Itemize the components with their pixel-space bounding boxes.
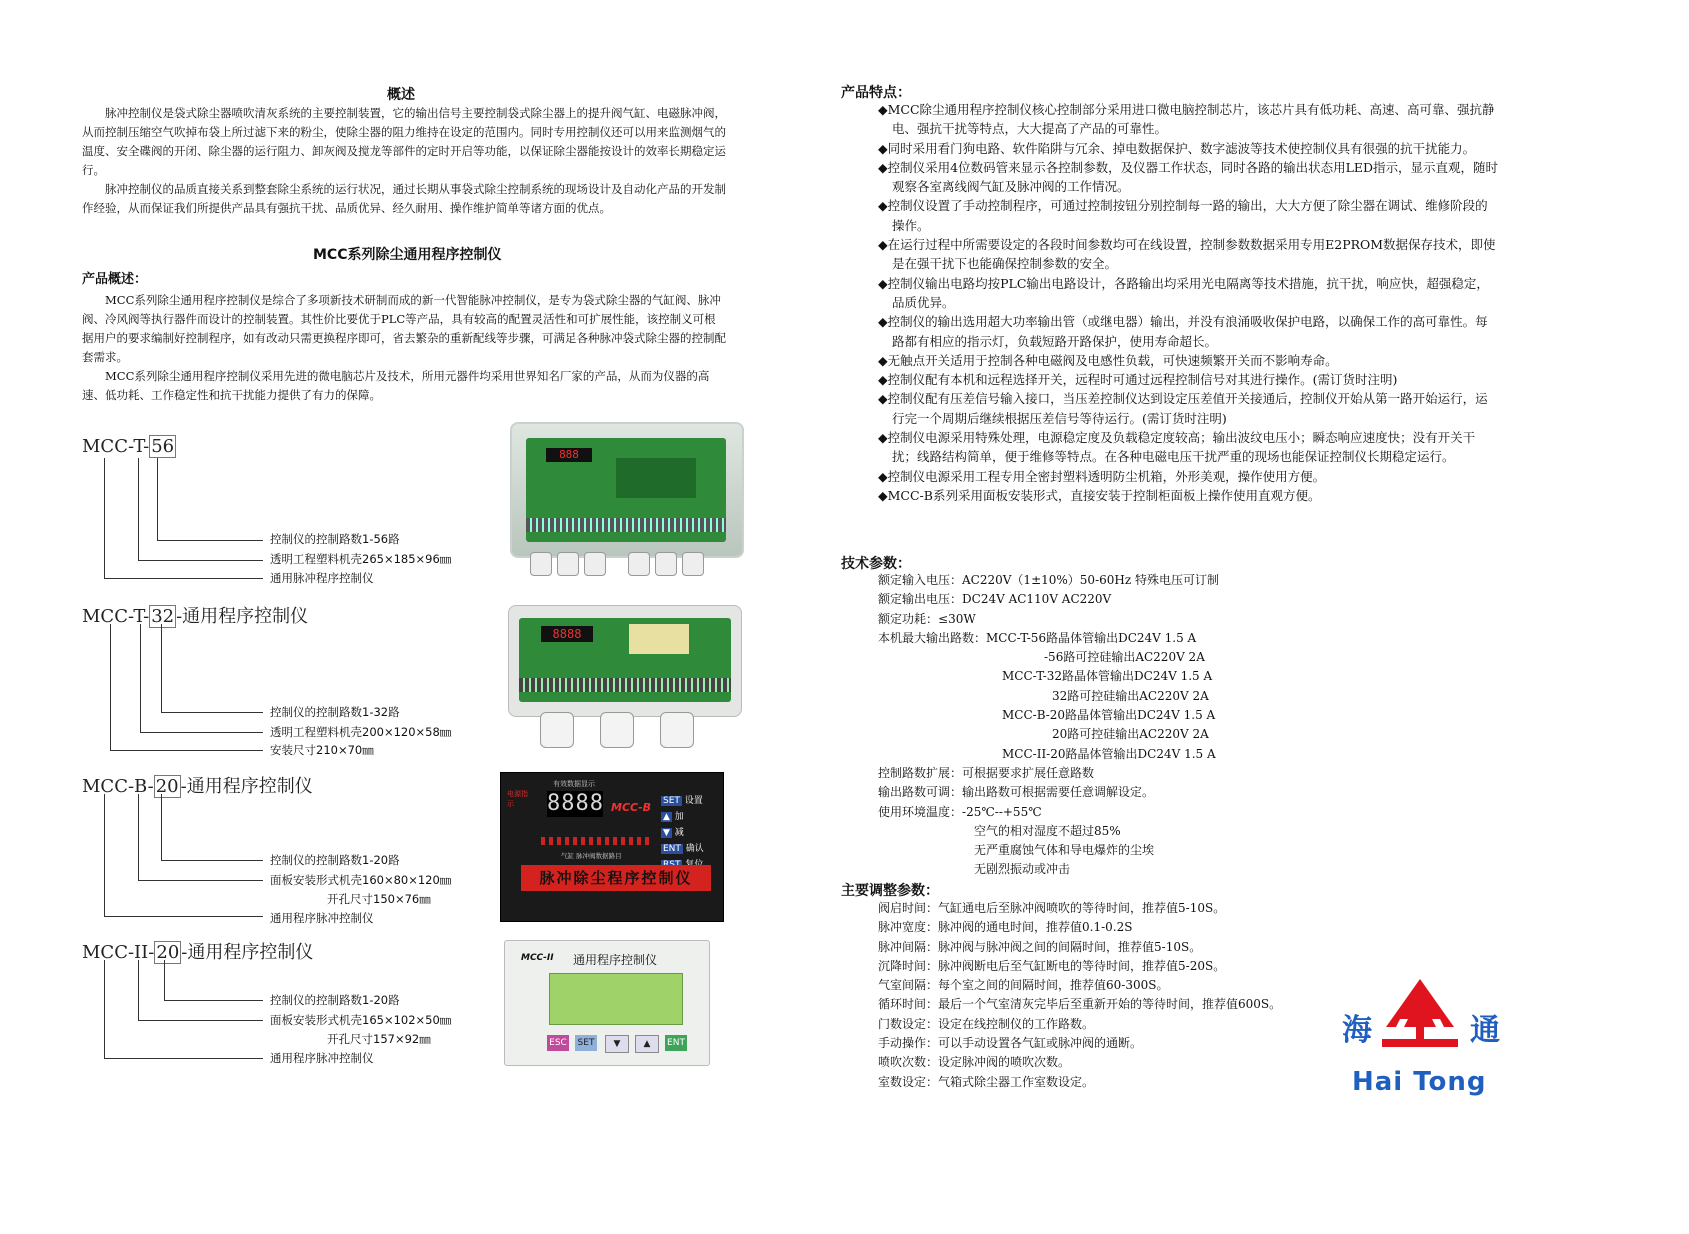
feature-item: ◆同时采用看门狗电路、软件陷阱与冗余、掉电数据保护、数字滤波等技术使控制仪具有很强的抗干扰能力。: [878, 140, 1476, 156]
param-row: 喷吹次数：设定脉冲阀的喷吹次数。: [878, 1055, 1071, 1070]
model-b20-label-2: 面板安装形式机壳160×80×120㎜: [270, 873, 452, 887]
mcc-p2: MCC系列除尘通用程序控制仪采用先进的微电脑芯片及技术，所用元器件均采用世界知名厂家的产品，从而为仪器的高速、低功耗、工作稳定性和抗干扰能力提供了有力的保障。: [82, 369, 710, 402]
spec-env-line: 无严重腐蚀气体和导电爆炸的尘埃: [974, 843, 1155, 858]
spec-output-line: MCC-B-20路晶体管输出DC24V 1.5 A: [1002, 708, 1216, 723]
mcc-subtitle: 产品概述：: [82, 272, 148, 287]
spec-output-line: MCC-II-20路晶体管输出DC24V 1.5 A: [1002, 746, 1216, 761]
feature-item: ◆MCC除尘通用程序控制仪核心控制部分采用进口微电脑控制芯片，该芯片具有低功耗、高速、高可靠、强抗静电、强抗干扰等特点，大大提高了产品的可靠性。: [878, 102, 1495, 137]
device-b-key-set: SET: [663, 796, 680, 806]
overview-p2: 脉冲控制仪的品质直接关系到整套除尘系统的运行状况，通过长期从事袋式除尘控制系统的现场设计及自动化产品的开发制作经验，从而保证我们所提供产品具有强抗干扰、品质优异、经久耐用、操作维护简单等诸方面的优点。: [82, 182, 726, 215]
model-ii20-label-4: 通用程序脉冲控制仪: [270, 1051, 374, 1065]
device-ii-lcd: [549, 973, 683, 1025]
spec-output-line: -56路可控硅输出AC220V 2A: [1044, 650, 1205, 665]
model-t56-label-3: 通用脉冲程序控制仪: [270, 571, 374, 585]
device-t32-image: 8888: [508, 605, 742, 717]
feature-item: ◆控制仪配有压差信号输入接口，当压差控制仪达到设定压差值开关接通后，控制仪开始从第一路开始运行，运行完一个周期后继续根据压差信号等待运行。(需订货时注明): [878, 391, 1488, 426]
feature-item: ◆控制仪配有本机和远程选择开关，远程时可通过远程控制信号对其进行操作。(需订货时注明): [878, 372, 1398, 388]
params-block: [878, 899, 1358, 1092]
device-ii-button-down: ▼: [605, 1035, 629, 1053]
spec-output-line: MCC-T-32路晶体管输出DC24V 1.5 A: [1002, 669, 1213, 684]
logo-english: Hai Tong: [1352, 1067, 1487, 1097]
model-t32-label-2: 透明工程塑料机壳200×120×58㎜: [270, 725, 452, 739]
features-title: 产品特点：: [841, 85, 911, 101]
spec-output-line: 32路可控硅输出AC220V 2A: [1052, 688, 1209, 703]
feature-item: ◆控制仪设置了手动控制程序，可通过控制按钮分别控制每一路的输出，大大方便了除尘器在调试、维修阶段的操作。: [878, 198, 1488, 233]
spec-output-line: 20路可控硅输出AC220V 2A: [1052, 727, 1209, 742]
device-b-brand: MCC-B: [611, 801, 652, 814]
spec-row: 额定功耗：≤30W: [878, 611, 976, 626]
device-b-key-ent: ENT: [663, 844, 681, 854]
overview-text: [82, 104, 727, 218]
device-b-banner: 脉冲除尘程序控制仪: [521, 865, 711, 891]
specs-block: [878, 571, 1358, 880]
mcc-text: [82, 291, 727, 405]
device-ii-title: 通用程序控制仪: [573, 953, 658, 967]
param-row: 脉冲宽度：脉冲阀的通电时间，推荐值0.1-0.2S: [878, 920, 1133, 935]
device-b-key-down: ▼: [663, 828, 670, 838]
spec-row: 额定输入电压：AC220V（1±10%）50-60Hz 特殊电压可订制: [878, 573, 1219, 587]
feature-item: ◆MCC-B系列采用面板安装形式，直接安装于控制柜面板上操作使用直观方便。: [878, 487, 1321, 503]
spec-row: 本机最大输出路数：MCC-T-56路晶体管输出DC24V 1.5 A: [878, 630, 1197, 645]
param-row: 脉冲间隔：脉冲阀与脉冲阀之间的间隔时间，推荐值5-10S。: [878, 939, 1202, 954]
device-ii-button-set: SET: [575, 1035, 597, 1051]
model-ii20-label-3: 开孔尺寸157×92㎜: [327, 1032, 431, 1046]
model-ii20-label-2: 面板安装形式机壳165×102×50㎜: [270, 1013, 452, 1027]
spec-row: 输出路数可调：输出路数可根据需要任意调解设定。: [878, 785, 1155, 800]
device-b-caption: 气缸 脉冲阀数据路目: [561, 852, 622, 860]
model-t32-label-1: 控制仪的控制路数1-32路: [270, 705, 400, 719]
device-ii-image: [504, 940, 710, 1066]
spec-env-line: 空气的相对湿度不超过85%: [974, 823, 1121, 838]
logo-left-char: 海: [1342, 1013, 1372, 1048]
feature-item: ◆控制仪电源采用特殊处理，电源稳定度及负载稳定度较高；输出波纹电压小；瞬态响应速度快；没有开关干扰；线路结构简单，便于维修等特点。在各种电磁电压干扰严重的现场也能保证控制仪长期稳定运行。: [878, 430, 1476, 465]
param-row: 门数设定：设定在线控制仪的工作路数。: [878, 1016, 1095, 1031]
feature-item: ◆控制仪的输出选用超大功率输出管（或继电器）输出，并没有浪涌吸收保护电路，以确保工作的高可靠性。每路都有相应的指示灯，负载短路开路保护，使用寿命超长。: [878, 314, 1488, 349]
params-title: 主要调整参数：: [841, 883, 939, 899]
model-t56-label-1: 控制仪的控制路数1-56路: [270, 532, 400, 546]
param-row: 阀启时间：气缸通电后至脉冲阀喷吹的等待时间，推荐值5-10S。: [878, 901, 1226, 915]
model-ii20-label-1: 控制仪的控制路数1-20路: [270, 993, 400, 1007]
overview-title: 概述: [387, 87, 415, 103]
features-list: [878, 100, 1500, 505]
logo-right-char: 通: [1470, 1013, 1500, 1048]
device-ii-button-ent: ENT: [665, 1035, 687, 1051]
device-ii-tag: MCC-II: [521, 953, 554, 963]
feature-item: ◆控制仪采用4位数码管来显示各控制参数，及仪器工作状态，同时各路的输出状态用LED指示，显示直观，随时观察各室离线阀气缸及脉冲阀的工作情况。: [878, 159, 1499, 195]
device-b-power-label: 电源指示: [507, 790, 528, 808]
model-t32: MCC-T- 32 -通用程序控制仪: [82, 606, 309, 627]
param-row: 沉降时间：脉冲阀断电后至气缸断电的等待时间，推荐值5-20S。: [878, 958, 1226, 973]
model-t56-label-2: 透明工程塑料机壳265×185×96㎜: [270, 552, 452, 566]
model-ii20: MCC-II- 20 -通用程序控制仪: [82, 942, 314, 963]
device-t56-image: 888: [510, 422, 744, 558]
feature-item: ◆控制仪输出电路均按PLC输出电路设计，各路输出均采用光电隔离等技术措施，抗干扰，响应快，超强稳定，品质优异。: [878, 275, 1489, 310]
device-ii-button-esc: ESC: [547, 1035, 569, 1051]
device-b-led-row: [541, 837, 651, 845]
specs-title: 技术参数：: [841, 556, 911, 572]
model-b20-label-1: 控制仪的控制路数1-20路: [270, 853, 400, 867]
feature-item: ◆无触点开关适用于控制各种电磁阀及电感性负载，可快速频繁开关而不影响寿命。: [878, 352, 1338, 368]
param-row: 室数设定：气箱式除尘器工作室数设定。: [878, 1074, 1095, 1089]
model-b20: MCC-B- 20 -通用程序控制仪: [82, 776, 313, 797]
model-b20-label-4: 通用程序脉冲控制仪: [270, 911, 374, 925]
model-b20-label-3: 开孔尺寸150×76㎜: [327, 892, 431, 906]
feature-item: ◆控制仪电源采用工程专用全密封塑料透明防尘机箱，外形美观，操作使用方便。: [878, 468, 1326, 484]
spec-row: 使用环境温度：-25℃--+55℃: [878, 804, 1042, 819]
overview-p1: 脉冲控制仪是袋式除尘器喷吹清灰系统的主要控制装置，它的输出信号主要控制袋式除尘器上的提升阀气缸、电磁脉冲阀，从而控制压缩空气吹掉布袋上所过滤下来的粉尘，使除尘器的阻力维持在设定的范围内。同时专用控制仪还可以用来监测烟气的温度、安全碟阀的开闭、除尘器的运行阻力、卸灰阀及搅龙等部件的定时开启等功能，以保证除尘器能按设计的效率长期稳定运行。: [82, 106, 726, 177]
haitong-logo: [1342, 975, 1512, 1105]
device-b-keypad: SET 设置 ▲ 加 ▼ 减 ENT 确认: [661, 793, 717, 873]
device-b-key-up: ▲: [663, 812, 670, 822]
spec-row: 控制路数扩展：可根据要求扩展任意路数: [878, 765, 1095, 780]
spec-row: 额定输出电压：DC24V AC110V AC220V: [878, 592, 1112, 607]
mcc-title: MCC系列除尘通用程序控制仪: [313, 247, 502, 263]
mcc-p1: MCC系列除尘通用程序控制仪是综合了多项新技术研制而成的新一代智能脉冲控制仪，是专为袋式除尘器的气缸阀、脉冲阀、冷风阀等执行器件而设计的控制装置。其性价比要优于PLC等产品，具有较高的配置灵活性和可扩展性能，该控制义可根据用户的要求编制好控制程序，如有改动只需更换程序即可，省去繁杂的重新配线等步骤，可满足各种脉冲袋式除尘器的控制配套需求。: [82, 293, 726, 364]
param-row: 手动操作：可以手动设置各气缸或脉冲阀的通断。: [878, 1036, 1143, 1051]
device-ii-button-up: ▲: [635, 1035, 659, 1053]
param-row: 气室间隔：每个室之间的间隔时间，推荐值60-300S。: [878, 978, 1169, 993]
device-b-image: [500, 772, 724, 922]
model-t56: MCC-T- 56: [82, 436, 175, 457]
feature-item: ◆在运行过程中所需要设定的各段时间参数均可在线设置，控制参数数据采用专用E2PROM数据保存技术，即使是在强干扰下也能确保控制参数的安全。: [878, 237, 1496, 272]
model-t32-label-3: 安装尺寸210×70㎜: [270, 743, 374, 757]
spec-env-line: 无剧烈振动或冲击: [974, 862, 1071, 877]
device-b-digits: 8888: [547, 791, 604, 816]
param-row: 循环时间：最后一个气室清灰完毕后至重新开始的等待时间，推荐值600S。: [878, 997, 1282, 1012]
device-b-screen-caption: 有效数据显示: [553, 780, 595, 788]
